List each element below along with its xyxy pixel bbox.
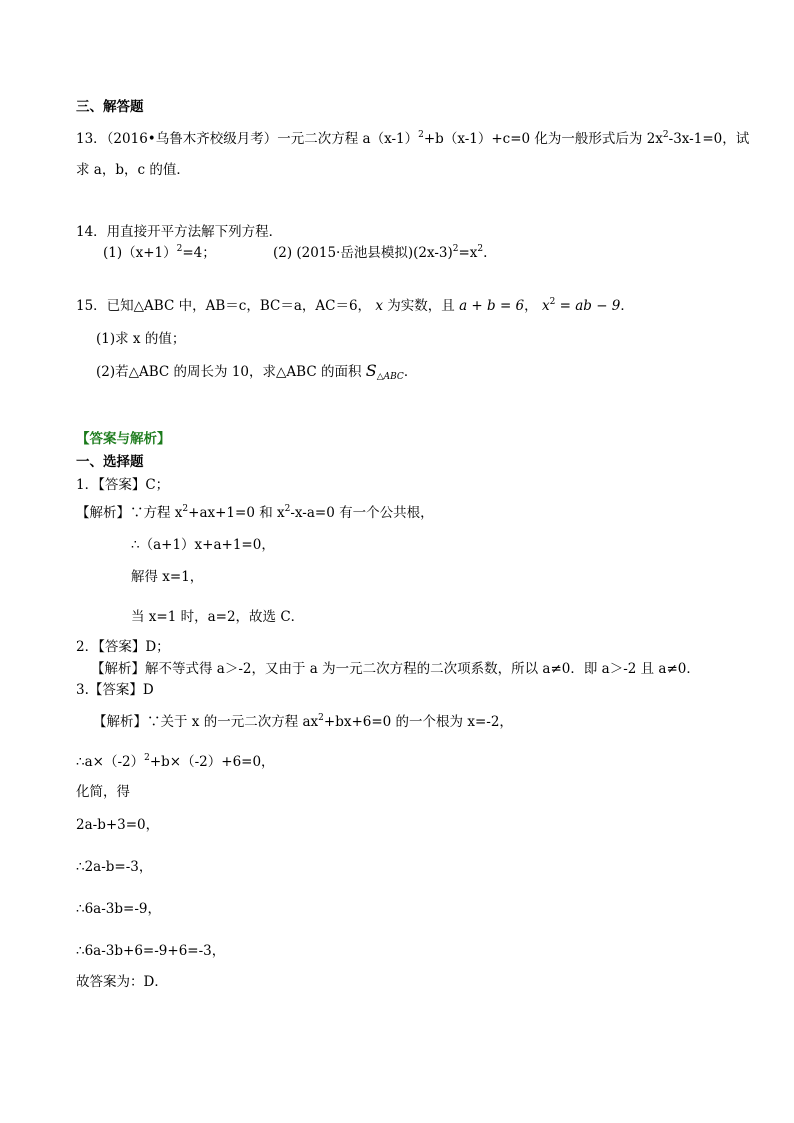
q15-part1: (1)求 x 的值； <box>96 331 186 347</box>
q15-var-x: x <box>375 298 383 314</box>
q14-p2-text: (2) (2015·岳池县模拟)(2x-3) <box>273 245 453 261</box>
a2-analysis: 【解析】解不等式得 a＞-2，又由于 a 为一元二次方程的二次项系数，所以 a≠0．即 a＞-2 且 a≠0． <box>91 661 700 677</box>
q14-p2-mid: =x <box>458 245 478 261</box>
q15-line1 <box>76 297 634 314</box>
q14-p2-sup2: 2 <box>477 244 484 254</box>
q15-sep: ， <box>524 298 538 314</box>
answers-heading: 【答案与解析】 <box>76 431 171 447</box>
q13-sup2: 2 <box>662 130 669 140</box>
a3-step4: ∴2a-b=-3， <box>76 859 153 875</box>
q13-line1 <box>76 130 750 147</box>
q15-eq2-x: x <box>541 298 550 314</box>
a3-analysis-a: 【解析】∵关于 x 的一元二次方程 ax <box>93 714 319 730</box>
a3-step1-a: ∴a×（-2） <box>76 754 145 770</box>
q14-p2-end: . <box>483 245 488 261</box>
a1-analysis-b: +ax+1=0 和 x <box>188 505 285 521</box>
a3-analysis-b: +bx+6=0 的一个根为 x=-2， <box>323 714 513 730</box>
a1-analysis-c: -x-a=0 有一个公共根， <box>290 505 434 521</box>
a1-step3: 当 x=1 时，a=2，故选 C． <box>131 609 305 625</box>
a3-step1-sup: 2 <box>144 753 150 763</box>
a3-answer: 3.【答案】D <box>76 682 154 698</box>
section3-heading: 三、解答题 <box>76 99 144 115</box>
a1-answer: 1．【答案】C； <box>76 477 170 493</box>
q13-text-a: 13．（2016•乌鲁木齐校级月考）一元二次方程 a（x-1） <box>76 131 419 147</box>
q15-end: ． <box>620 298 634 314</box>
area-subscript: △ABC <box>376 372 404 382</box>
a1-step1: ∴（a+1）x+a+1=0， <box>131 537 275 553</box>
a3-step5: ∴6a-3b=-9， <box>76 901 161 917</box>
q13-sup1: 2 <box>418 130 424 140</box>
a1-sup1: 2 <box>182 504 189 514</box>
a1-sup2: 2 <box>284 504 291 514</box>
q14-p2-sup1: 2 <box>452 244 459 254</box>
q14-part1 <box>103 244 216 261</box>
q15-equation1: a + b = 6 <box>459 298 525 314</box>
q13-text-b: +b（x-1）+c=0 化为一般形式后为 2x <box>423 131 663 147</box>
a3-step6: ∴6a-3b+6=-9+6=-3， <box>76 943 226 959</box>
a3-step3: 2a-b+3=0， <box>76 817 160 833</box>
q14-p1-sup: 2 <box>176 244 183 254</box>
q15-p2-end: ． <box>403 364 418 380</box>
a3-step1 <box>76 753 275 770</box>
a1-analysis <box>76 504 434 521</box>
answers-section1: 一、选择题 <box>76 454 144 470</box>
q13-line2: 求 a，b，c 的值． <box>76 162 190 178</box>
q15-equation2: = ab − 9 <box>555 298 621 314</box>
a2-answer: 2．【答案】D； <box>76 639 170 655</box>
a1-step2: 解得 x=1， <box>131 569 204 585</box>
a3-analysis <box>93 713 513 730</box>
q15-part2 <box>96 363 417 382</box>
q15-eq2-sup: 2 <box>549 297 556 307</box>
a3-step7: 故答案为：D． <box>76 974 168 990</box>
q13-text-c: -3x-1=0，试 <box>668 131 750 147</box>
a1-analysis-a: 【解析】∵方程 x <box>76 505 183 521</box>
q14-p1-end: =4； <box>182 245 216 261</box>
q15-text-a: 15．已知△ABC 中，AB＝c，BC＝a，AC＝6， <box>76 298 372 314</box>
q14-p1-text: (1)（x+1） <box>103 245 177 261</box>
a3-step1-b: +b×（-2）+6=0， <box>149 754 275 770</box>
q15-p2-text: (2)若△ABC 的周长为 10，求△ABC 的面积 <box>96 364 362 380</box>
q14-part2 <box>273 244 488 261</box>
a3-step2: 化简，得 <box>76 784 130 800</box>
area-symbol: S <box>365 361 377 380</box>
q14-line1: 14．用直接开平方法解下列方程． <box>76 224 283 240</box>
q15-text-b: 为实数，且 <box>387 298 455 314</box>
a3-sup1: 2 <box>318 713 324 723</box>
